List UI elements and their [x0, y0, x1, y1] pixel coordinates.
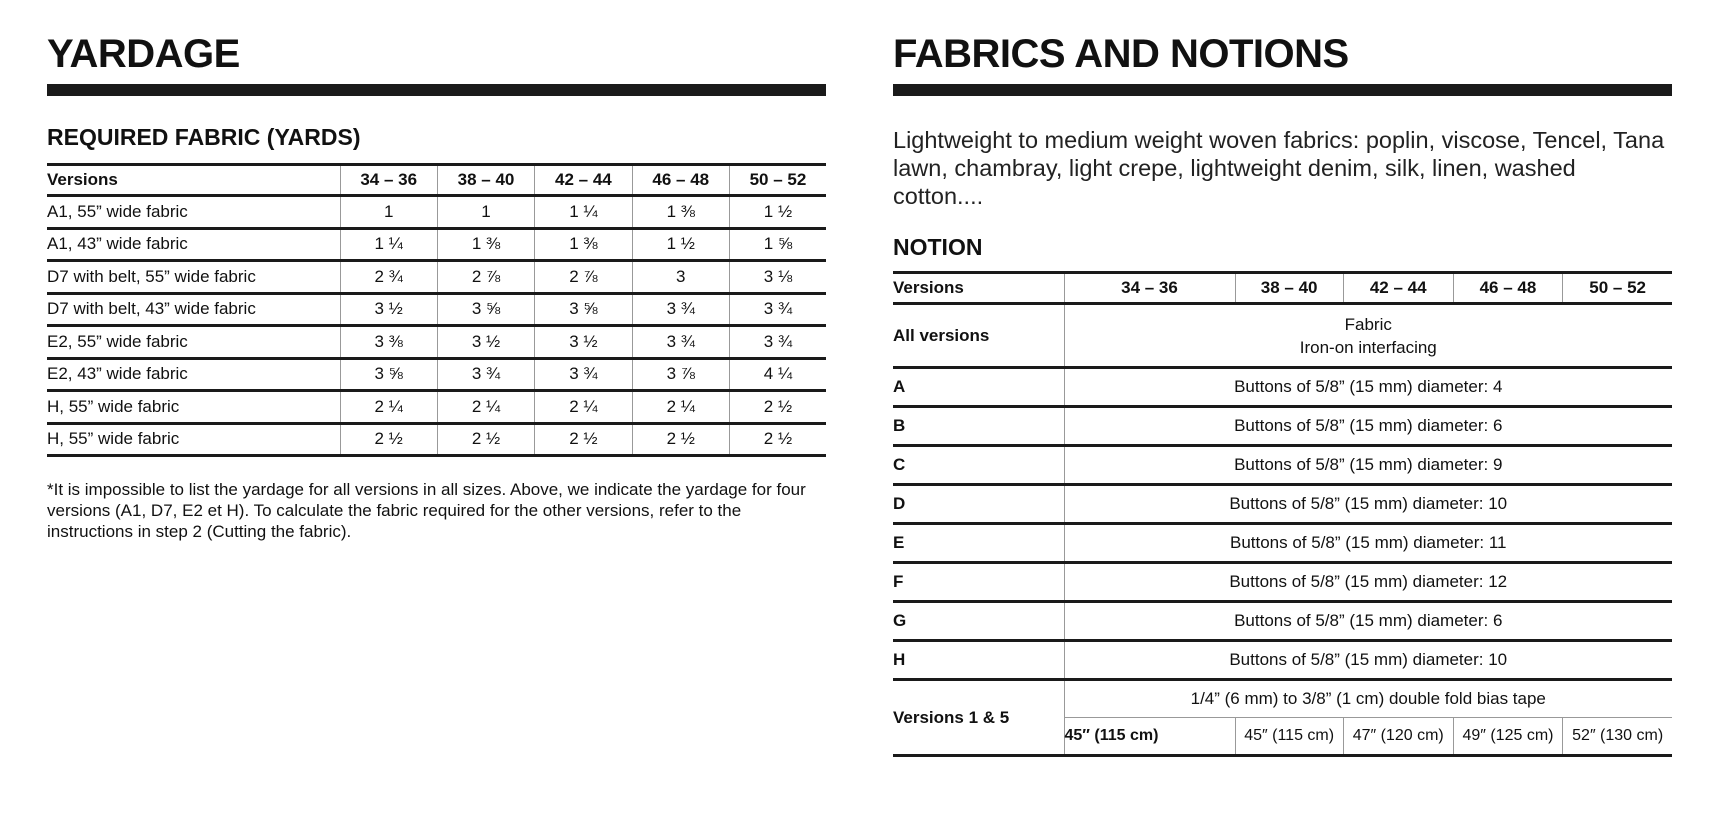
row-label: H — [893, 650, 906, 669]
table-row — [47, 261, 826, 294]
cell-value: 1 ½ — [729, 196, 826, 229]
row-value — [1064, 304, 1672, 368]
cell-value: 3 ¾ — [632, 293, 729, 326]
cell-value: 3 ⅞ — [632, 358, 729, 391]
row-label: E2, 43” wide fabric — [47, 364, 188, 384]
table-row — [47, 423, 826, 456]
cell-value: 3 ½ — [340, 293, 437, 326]
table-row — [893, 304, 1672, 368]
interfacing-text: Iron-on interfacing — [1299, 337, 1437, 357]
row-value: Buttons of 5/8” (15 mm) diameter: 9 — [1064, 446, 1672, 485]
cell-value: 2 ⅞ — [535, 261, 632, 294]
cell-value: 3 ¾ — [632, 326, 729, 359]
bias-length: 45″ (115 cm) — [1235, 718, 1343, 756]
cell-value: 3 ⅝ — [535, 293, 632, 326]
cell-value: 1 ⅝ — [729, 228, 826, 261]
column-header: 46 – 48 — [1453, 273, 1563, 304]
table-row — [893, 602, 1672, 641]
cell-value: 1 ⅜ — [535, 228, 632, 261]
column-header: 38 – 40 — [1235, 273, 1343, 304]
yardage-footnote: *It is impossible to list the yardage for all versions in all sizes. Above, we indicate the yardage for four versions (A1, D7, E2 et H). To calculate the fabric required for the other versions, refer to the instructions in step 2 (Cutting the fabric). — [47, 480, 806, 541]
cell-value: 1 ½ — [632, 228, 729, 261]
row-value: Buttons of 5/8” (15 mm) diameter: 6 — [1064, 602, 1672, 641]
yardage-title: YARDAGE — [47, 32, 240, 76]
table-row — [893, 563, 1672, 602]
row-label: D7 with belt, 55” wide fabric — [47, 266, 256, 286]
cell-value: 2 ½ — [729, 423, 826, 456]
cell-value: 3 ⅝ — [437, 293, 534, 326]
cell-value: 1 ⅜ — [437, 228, 534, 261]
cell-value: 3 ¾ — [729, 326, 826, 359]
cell-value: 2 ¼ — [632, 391, 729, 424]
cell-value: 1 — [340, 196, 437, 229]
cell-value: 2 ¼ — [535, 391, 632, 424]
fabrics-section — [893, 0, 1672, 757]
cell-value: 3 ⅝ — [340, 358, 437, 391]
column-header: Versions — [47, 170, 118, 189]
row-value: Buttons of 5/8” (15 mm) diameter: 11 — [1064, 524, 1672, 563]
table-row — [893, 407, 1672, 446]
column-header: 38 – 40 — [437, 165, 534, 196]
yardage-table — [47, 163, 826, 457]
row-value: Buttons of 5/8” (15 mm) diameter: 12 — [1064, 563, 1672, 602]
row-label: E2, 55” wide fabric — [47, 331, 188, 351]
fabrics-description: Lightweight to medium weight woven fabrics: poplin, viscose, Tencel, Tana lawn, chambray, light crepe, lightweight denim, silk, linen, washed cotton.... — [893, 127, 1665, 209]
column-header: Versions — [893, 278, 964, 297]
cell-value: 2 ½ — [437, 423, 534, 456]
table-row — [47, 358, 826, 391]
row-label: A — [893, 377, 906, 396]
notion-heading: NOTION — [893, 234, 983, 260]
bias-length: 52″ (130 cm) — [1563, 718, 1672, 756]
table-row — [893, 524, 1672, 563]
cell-value: 2 ¾ — [340, 261, 437, 294]
row-label: A1, 55” wide fabric — [47, 201, 188, 221]
row-label: C — [893, 455, 906, 474]
title-divider — [47, 84, 826, 96]
cell-value: 3 ¾ — [535, 358, 632, 391]
row-label: B — [893, 416, 906, 435]
row-label: G — [893, 611, 907, 630]
cell-value: 2 ½ — [535, 423, 632, 456]
row-label: Versions 1 & 5 — [893, 707, 1010, 727]
row-label: H, 55” wide fabric — [47, 429, 180, 449]
cell-value: 3 ½ — [535, 326, 632, 359]
row-value: Buttons of 5/8” (15 mm) diameter: 10 — [1064, 485, 1672, 524]
table-row — [893, 641, 1672, 680]
cell-value: 3 — [632, 261, 729, 294]
table-row — [47, 391, 826, 424]
table-row — [893, 446, 1672, 485]
row-label: A1, 43” wide fabric — [47, 234, 188, 254]
notion-table — [893, 271, 1672, 757]
cell-value: 3 ¾ — [437, 358, 534, 391]
bias-tape-text: 1/4” (6 mm) to 3/8” (1 cm) double fold bias tape — [1064, 680, 1672, 718]
row-value: Buttons of 5/8” (15 mm) diameter: 10 — [1064, 641, 1672, 680]
column-header: 34 – 36 — [1064, 273, 1235, 304]
cell-value: 1 ¼ — [535, 196, 632, 229]
column-header: 50 – 52 — [729, 165, 826, 196]
cell-value: 4 ¼ — [729, 358, 826, 391]
column-header: 42 – 44 — [1343, 273, 1453, 304]
cell-value: 2 ½ — [729, 391, 826, 424]
row-value: Buttons of 5/8” (15 mm) diameter: 6 — [1064, 407, 1672, 446]
row-label: H, 55” wide fabric — [47, 396, 180, 416]
column-header: 42 – 44 — [535, 165, 632, 196]
cell-value: 1 ¼ — [340, 228, 437, 261]
table-row — [47, 196, 826, 229]
table-header-row — [47, 165, 826, 196]
column-header: 50 – 52 — [1563, 273, 1672, 304]
cell-value: 3 ¾ — [729, 293, 826, 326]
cell-value: 2 ⅞ — [437, 261, 534, 294]
cell-value: 2 ½ — [340, 423, 437, 456]
bias-length: 45″ (115 cm) — [1064, 718, 1235, 756]
bias-length: 49″ (125 cm) — [1453, 718, 1563, 756]
row-label: E — [893, 533, 905, 552]
cell-value: 3 ½ — [437, 326, 534, 359]
row-value: Buttons of 5/8” (15 mm) diameter: 4 — [1064, 368, 1672, 407]
column-header: 46 – 48 — [632, 165, 729, 196]
cell-value: 1 ⅜ — [632, 196, 729, 229]
table-row — [47, 326, 826, 359]
cell-value: 3 ⅛ — [729, 261, 826, 294]
row-label: D7 with belt, 43” wide fabric — [47, 299, 256, 319]
cell-value: 2 ¼ — [437, 391, 534, 424]
table-row — [47, 293, 826, 326]
column-header: 34 – 36 — [340, 165, 437, 196]
table-row — [893, 485, 1672, 524]
yardage-section — [47, 0, 826, 542]
table-row — [893, 368, 1672, 407]
cell-value: 1 — [437, 196, 534, 229]
fabric-text: Fabric — [1344, 314, 1392, 334]
table-row — [47, 228, 826, 261]
cell-value: 2 ½ — [632, 423, 729, 456]
table-row — [893, 680, 1672, 718]
cell-value: 3 ⅜ — [340, 326, 437, 359]
cell-value: 2 ¼ — [340, 391, 437, 424]
fabrics-title: FABRICS AND NOTIONS — [893, 32, 1349, 76]
table-header-row — [893, 273, 1672, 304]
title-divider — [893, 84, 1672, 96]
required-fabric-heading: REQUIRED FABRIC (YARDS) — [47, 124, 361, 150]
row-label: F — [893, 572, 904, 591]
bias-length: 47″ (120 cm) — [1343, 718, 1453, 756]
row-label: D — [893, 494, 906, 513]
row-label: All versions — [893, 326, 990, 345]
